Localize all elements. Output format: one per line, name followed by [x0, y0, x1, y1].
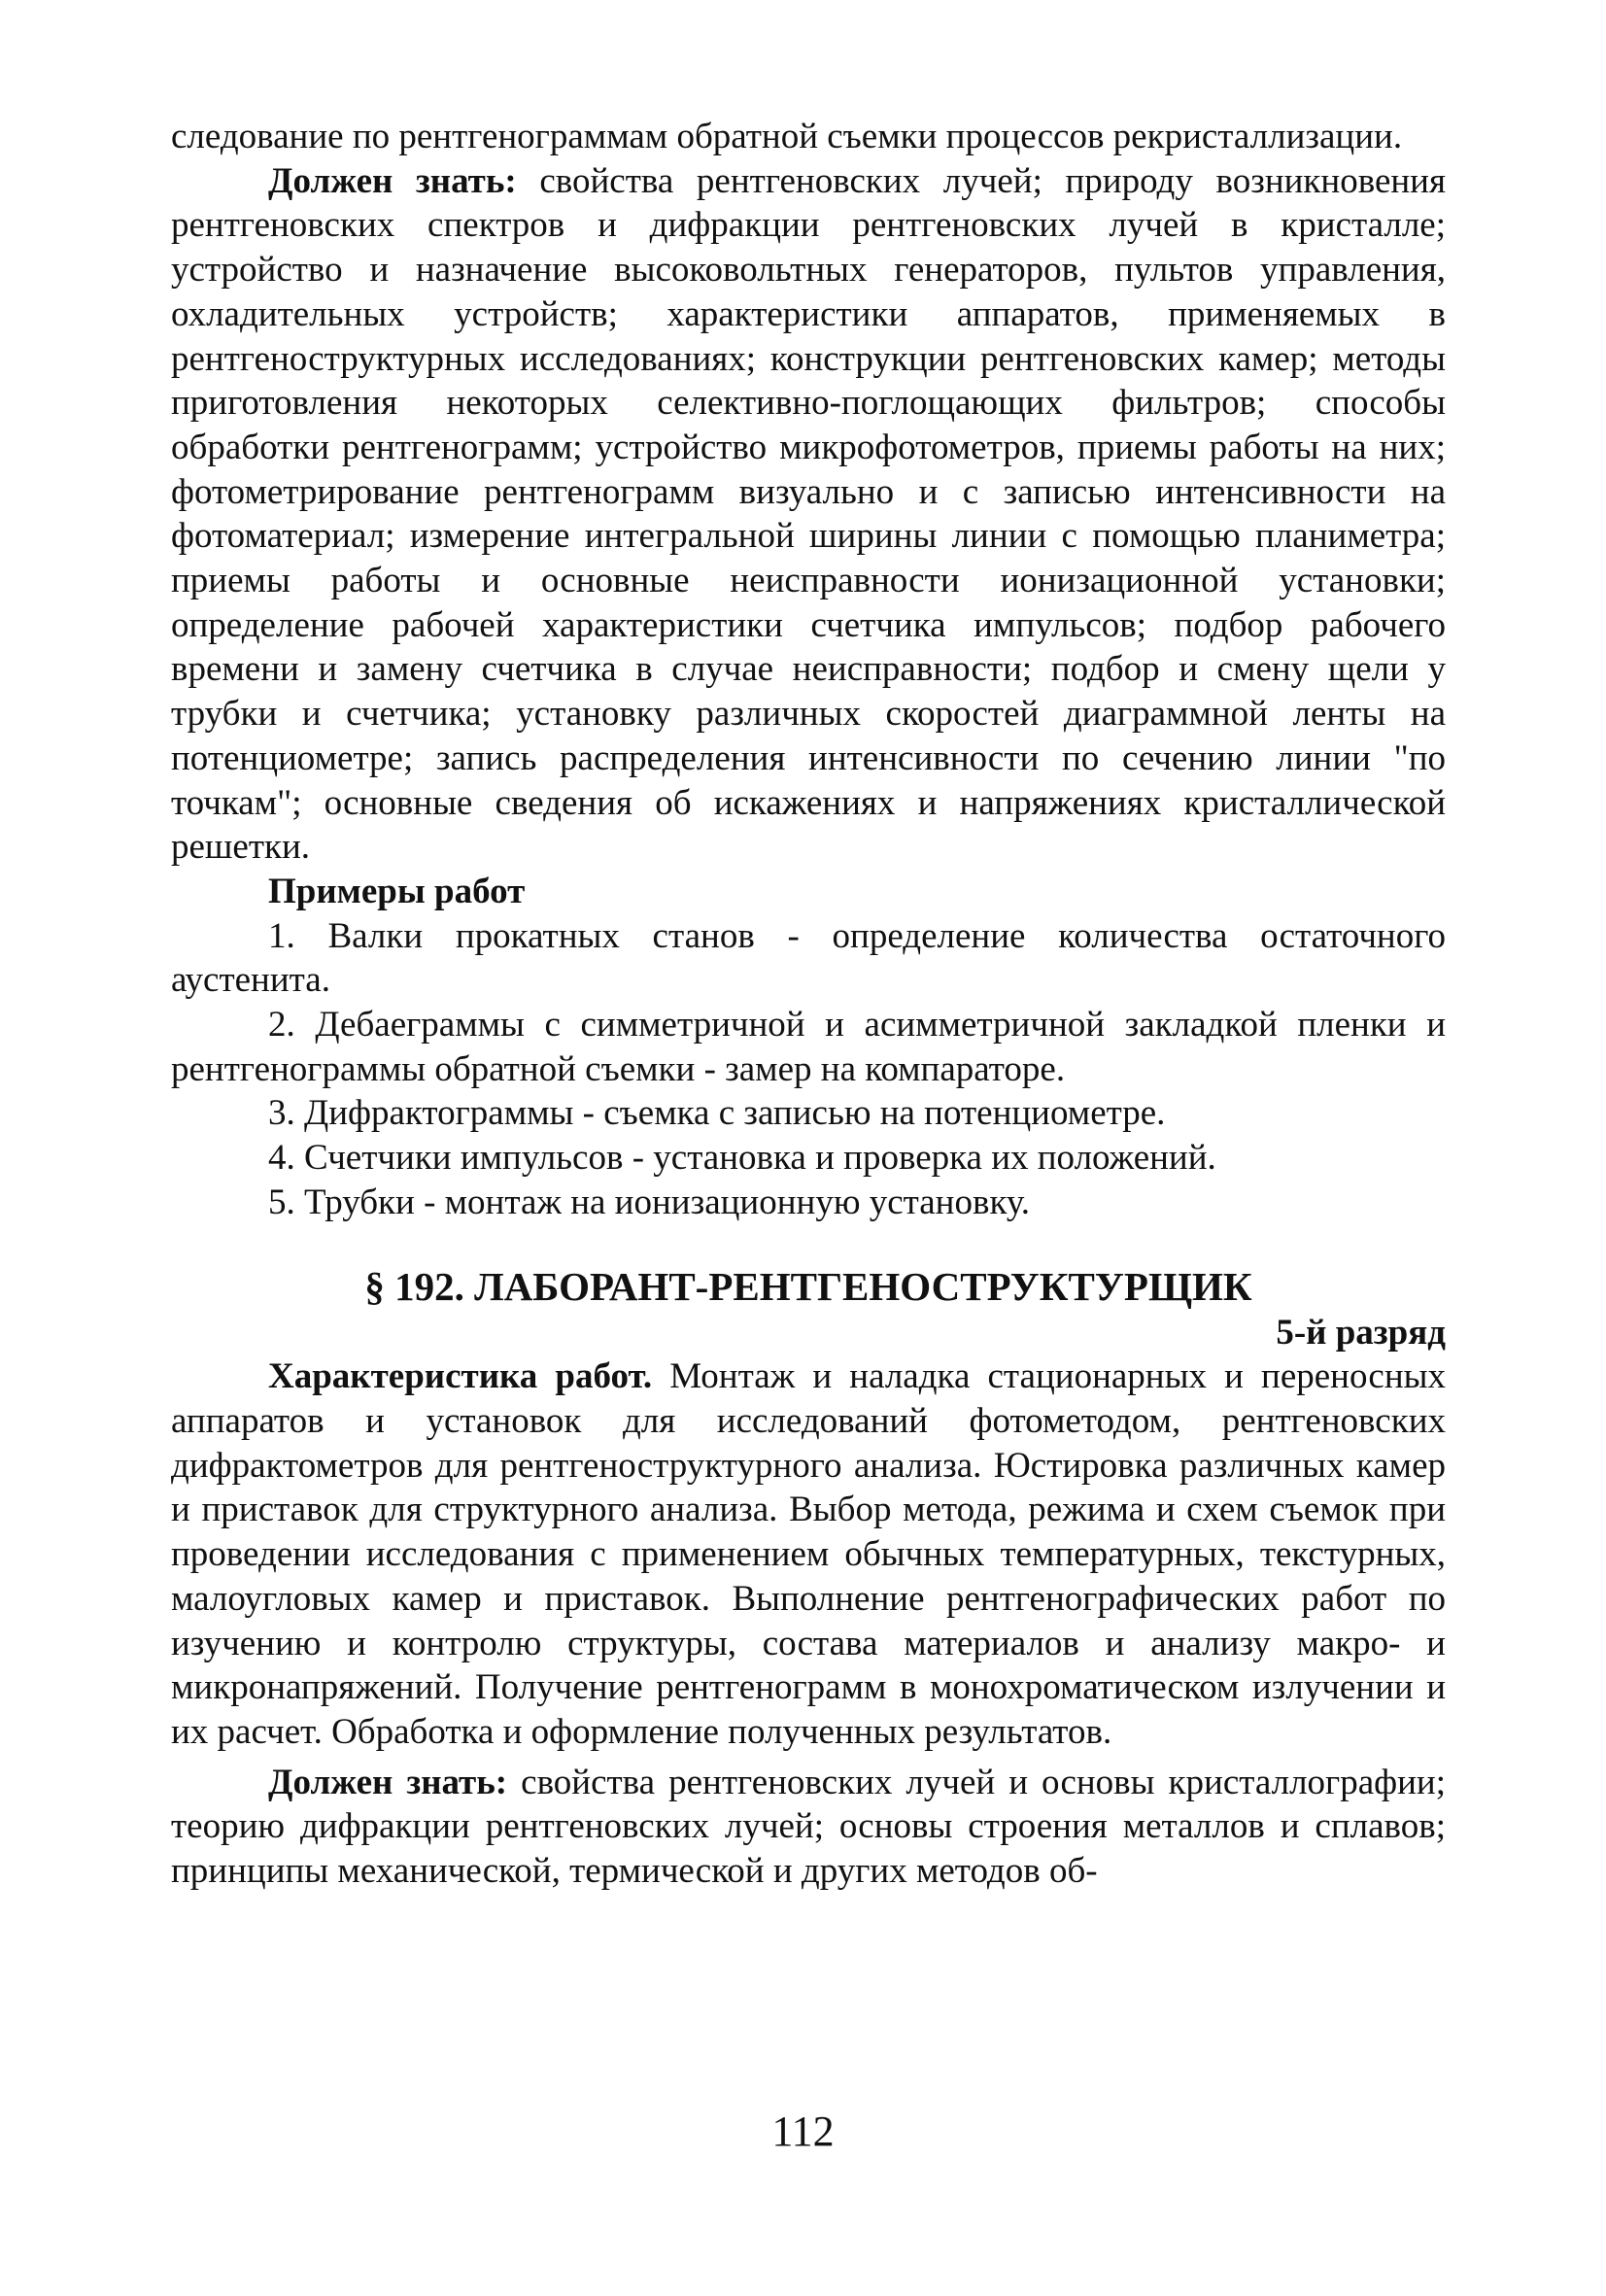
example-item-2: 2. Дебаеграммы с симметричной и асимметричной закладкой пленки и рентгенограммы обратной съемки - замер на компараторе. — [171, 1005, 1446, 1089]
text-column — [171, 115, 1446, 1894]
must-know-paragraph-1 — [171, 159, 1446, 870]
must-know-label-1: Должен знать: — [268, 160, 517, 201]
characteristic-paragraph — [171, 1354, 1446, 1754]
section-grade: 5-й разряд — [1276, 1312, 1446, 1353]
characteristic-text: Монтаж и наладка стационарных и переносных аппаратов и установок для исследований фотометодом, рентгеновских дифрактометров для рентгеноструктурного анализа. Юстировка различных камер и приставок для структурного анализа. Выбор метода, режима и схем съемок при проведении исследования с применением обычных температурных, текстурных, малоугловых камер и приставок. Выполнение рентгенографических работ по изучению и контролю структуры, состава материалов и анализу макро- и микронапряжений. Получение рентгенограмм в монохроматическом излучении и их расчет. Обработка и оформление полученных результатов. — [171, 1356, 1446, 1752]
must-know-text-1: свойства рентгеновских лучей; природу возникновения рентгеновских спектров и дифракции рентгеновских лучей в кристалле; устройство и назначение высоковольтных генераторов, пультов управления, охладительных устройств; характеристики аппаратов, применяемых в рентгеноструктурных исследованиях; конструкции рентгеновских камер; методы приготовления некоторых селективно-поглощающих фильтров; способы обработки рентгенограмм; устройство микрофотометров, приемы работы на них; фотометрирование рентгенограмм визуально и с записью интенсивности на фотоматериал; измерение интегральной ширины линии с помощью планиметра; приемы работы и основные неисправности ионизационной установки; определение рабочей характеристики счетчика импульсов; подбор рабочего времени и замену счетчика в случае неисправности; подбор и смену щели у трубки и счетчика; установку различных скоростей диаграммной ленты на потенциометре; запись распределения интенсивности по сечению линии "по точкам"; основные сведения об искажениях и напряжениях кристаллической решетки. — [171, 160, 1446, 868]
must-know-paragraph-2 — [171, 1761, 1446, 1894]
must-know-label-2: Должен знать: — [268, 1762, 508, 1802]
examples-title: Примеры работ — [268, 871, 526, 911]
example-item-4: 4. Счетчики импульсов - установка и проверка их положений. — [268, 1138, 1216, 1179]
example-item-5: 5. Трубки - монтаж на ионизационную установку. — [268, 1182, 1030, 1222]
page-number: 112 — [771, 2108, 835, 2155]
characteristic-label: Характеристика работ. — [268, 1356, 653, 1397]
intro-tail-paragraph: следование по рентгенограммам обратной съемки процессов рекристаллизации. — [171, 117, 1403, 156]
example-item-3: 3. Дифрактограммы - съемка с записью на потенциометре. — [268, 1093, 1166, 1134]
must-know-text-2: свойства рентгеновских лучей и основы кристаллографии; теорию дифракции рентгеновских лучей; основы строения металлов и сплавов; принципы механической, термической и других методов об- — [171, 1762, 1446, 1892]
example-item-1: 1. Валки прокатных станов - определение количества остаточного аустенита. — [171, 915, 1446, 1001]
section-heading: § 192. ЛАБОРАНТ-РЕНТГЕНОСТРУКТУРЩИК — [364, 1263, 1252, 1309]
